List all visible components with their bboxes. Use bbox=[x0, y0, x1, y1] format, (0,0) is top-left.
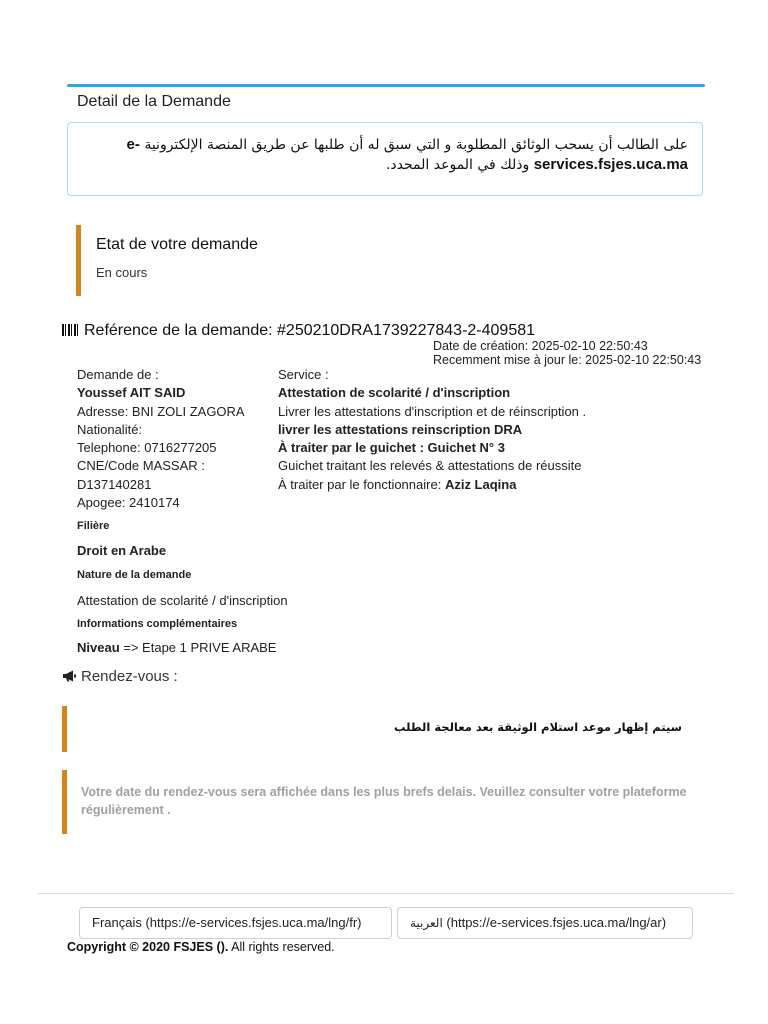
created-date: Date de création: 2025-02-10 22:50:43 bbox=[433, 339, 648, 353]
info-label: Informations complémentaires bbox=[77, 618, 238, 630]
rendezvous-message-box bbox=[62, 770, 692, 834]
requester-address: Adresse: BNI ZOLI ZAGORA bbox=[77, 403, 245, 419]
lang-ar-url: (https://e-services.fsjes.uca.ma/lng/ar) bbox=[446, 915, 667, 930]
requester-cne-label: CNE/Code MASSAR : bbox=[77, 458, 205, 474]
footer-divider bbox=[38, 893, 734, 894]
service-heading: Service : bbox=[278, 367, 329, 382]
niveau-row bbox=[77, 640, 276, 655]
reference-dates bbox=[433, 339, 701, 367]
copyright bbox=[67, 940, 335, 954]
service-name: Attestation de scolarité / d'inscription bbox=[278, 385, 511, 401]
notice-link: e-services.fsjes.uca.ma bbox=[126, 136, 688, 173]
notice-box bbox=[67, 122, 703, 196]
status-value: En cours bbox=[96, 265, 148, 280]
rendezvous-note: سيتم إظهار موعد استلام الوثيقة بعد معالجة الطلب bbox=[393, 720, 682, 734]
requester-phone: Telephone: 0716277205 bbox=[77, 440, 217, 456]
lang-fr-button[interactable] bbox=[79, 907, 392, 939]
card-title: Detail de la Demande bbox=[77, 93, 231, 110]
reference-label: Reférence de la demande: #250210DRA1739227843-2-409581 bbox=[84, 322, 536, 339]
niveau-key: Niveau bbox=[77, 640, 120, 655]
filiere-value: Droit en Arabe bbox=[77, 543, 167, 558]
requester-heading: Demande de : bbox=[77, 367, 159, 382]
status-title: Etat de votre demande bbox=[96, 236, 258, 253]
barcode-icon bbox=[62, 324, 78, 336]
service-description: Livrer les attestations d'inscription et de réinscription . bbox=[278, 403, 587, 419]
status-panel bbox=[76, 225, 676, 296]
nature-value: Attestation de scolarité / d'inscription bbox=[77, 593, 288, 608]
nature-label: Nature de la demande bbox=[77, 569, 192, 581]
requester-name: Youssef AIT SAID bbox=[77, 385, 186, 401]
officer-name: Aziz Laqina bbox=[444, 476, 517, 492]
notice-text: على الطالب أن يسحب الوثائق المطلوبة و التي سبق له أن طلبها عن طريق المنصة الإلكترونية bbox=[144, 137, 688, 153]
requester-column bbox=[77, 366, 267, 512]
rendezvous-heading bbox=[62, 668, 178, 685]
officer-label: À traiter par le fonctionnaire: bbox=[278, 476, 442, 492]
rendezvous-message: Votre date du rendez-vous sera affichée dans les plus brefs delais. Veuillez consulter votre plateforme régulièrement . bbox=[81, 785, 687, 817]
service-officer bbox=[278, 476, 728, 494]
service-guichet-desc: Guichet traitant les relevés & attestations de réussite bbox=[278, 458, 582, 474]
filiere-label: Filière bbox=[77, 520, 110, 532]
copyright-rest: All rights reserved. bbox=[231, 940, 335, 954]
copyright-bold: Copyright © 2020 FSJES (). bbox=[67, 940, 229, 954]
requester-nationality: Nationalité: bbox=[77, 421, 143, 437]
service-column bbox=[278, 366, 728, 494]
rendezvous-note-box bbox=[62, 706, 692, 752]
card-top-rule bbox=[67, 84, 705, 87]
niveau-value: => Etape 1 PRIVE ARABE bbox=[123, 640, 277, 655]
requester-apogee: Apogee: 2410174 bbox=[77, 495, 180, 511]
lang-ar-name: العربية bbox=[410, 916, 443, 930]
requester-cne-value: D137140281 bbox=[77, 476, 152, 492]
lang-ar-button[interactable] bbox=[397, 907, 693, 939]
updated-date: Recemment mise à jour le: 2025-02-10 22:50:43 bbox=[433, 353, 702, 367]
notice-text-end: وذلك في الموعد المحدد. bbox=[385, 157, 530, 173]
reference-heading bbox=[62, 322, 535, 340]
service-detail: livrer les attestations reinscription DRA bbox=[278, 421, 523, 437]
lang-fr-label: Français (https://e-services.fsjes.uca.ma/lng/fr) bbox=[92, 915, 362, 930]
megaphone-icon bbox=[62, 670, 76, 682]
service-guichet: À traiter par le guichet : Guichet N° 3 bbox=[278, 440, 505, 456]
rendezvous-label: Rendez-vous : bbox=[81, 668, 178, 685]
